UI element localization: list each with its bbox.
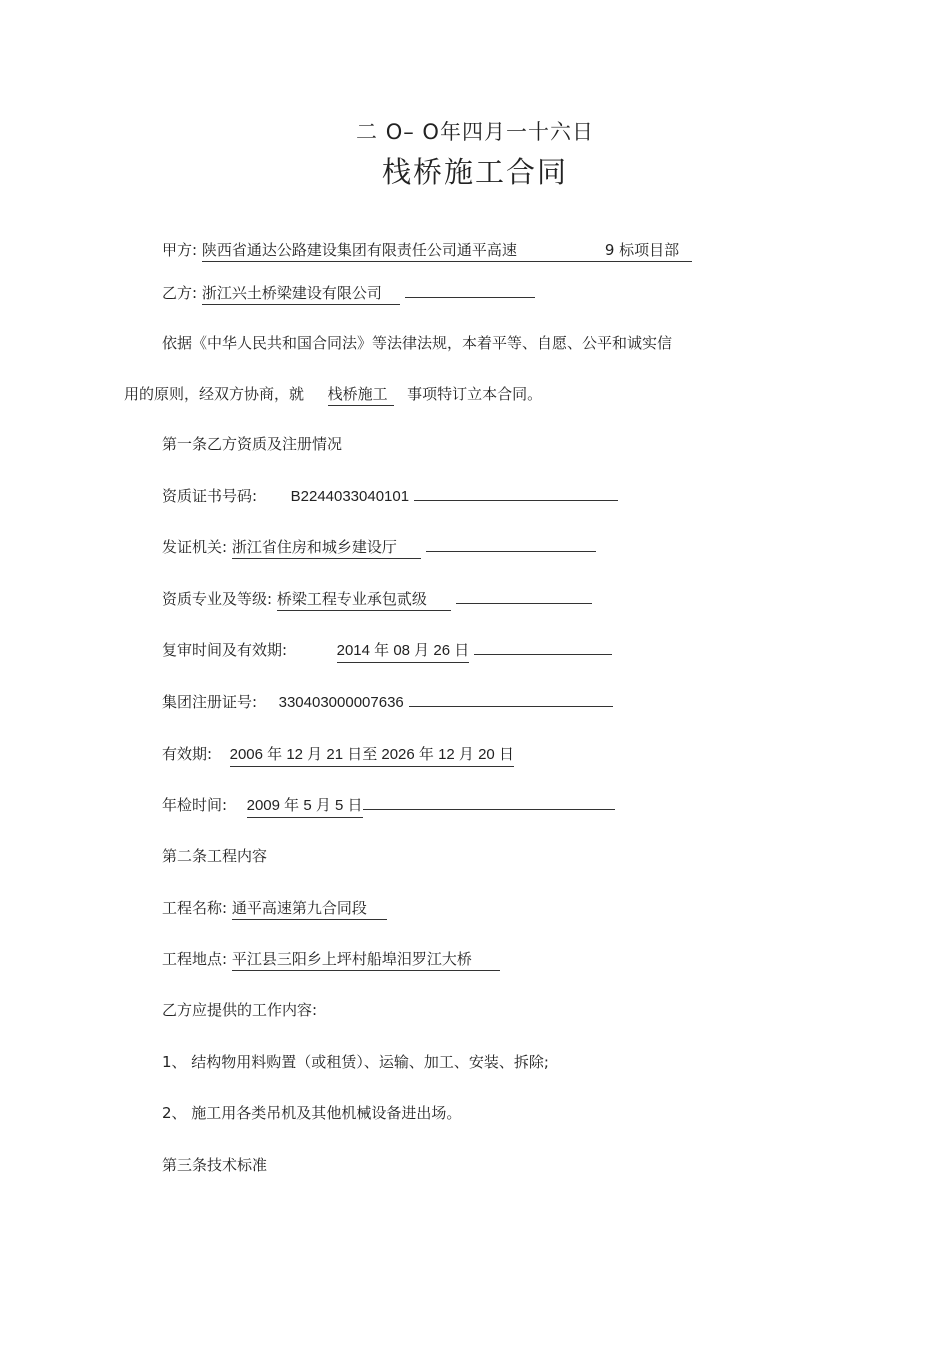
inspection-blank [363,795,615,810]
party-a-value: 陕西省通达公路建设集团有限责任公司通平高速 [201,241,517,259]
party-a-field [202,240,692,262]
scope-heading: 乙方应提供的工作内容: [162,1001,318,1019]
article-3-heading: 第三条技术标准 [162,1156,268,1174]
article-1-heading: 第一条乙方资质及注册情况 [162,435,343,453]
reg-no-blank [409,692,613,707]
party-b-label: 乙方: [162,284,198,302]
contract-date: 二 O– O年四月一十六日 [356,120,594,144]
inspection-value: 2009 年 5 月 5 日 [247,796,363,818]
grade-value: 桥梁工程专业承包贰级 [277,589,451,611]
cert-no-label: 资质证书号码: [162,487,258,505]
validity-value: 2006 年 12 月 21 日至 2026 年 12 月 20 日 [230,745,514,767]
party-a-line [162,240,692,262]
project-site-value: 平江县三阳乡上坪村船埠汨罗江大桥 [232,949,500,971]
validity-line [162,744,514,767]
issuer-value: 浙江省住房和城乡建设厅 [232,537,421,559]
project-site-label: 工程地点: [162,950,228,968]
inspection-label: 年检时间: [162,796,228,814]
contract-title: 栈桥施工合同 [381,155,568,189]
project-name-value: 通平高速第九合同段 [232,898,387,920]
inspection-line [162,795,615,818]
preamble-suffix: 事项特订立本合同。 [407,385,543,403]
project-name-line [162,898,387,920]
cert-no-blank [414,486,618,501]
review-line [162,640,612,663]
issuer-line [162,537,596,559]
scope-item-2: 2、 施工用各类吊机及其他机械设备进出场。 [162,1104,462,1122]
review-label: 复审时间及有效期: [162,641,288,659]
party-b-line [162,283,535,305]
party-a-suffix: 9 标项目部 [604,241,680,259]
preamble-line-1: 依据《中华人民共和国合同法》等法律法规，本着平等、自愿、公平和诚实信 [162,334,673,352]
project-site-line [162,949,500,971]
party-a-label: 甲方: [162,241,198,259]
review-blank [474,640,612,655]
article-2-heading: 第二条工程内容 [162,847,268,865]
reg-no-label: 集团注册证号: [162,693,258,711]
issuer-label: 发证机关: [162,538,228,556]
cert-no-value: B2244033040101 [290,488,410,505]
project-name-label: 工程名称: [162,899,228,917]
scope-item-1: 1、 结构物用料购置（或租赁）、运输、加工、安装、拆除; [162,1053,549,1071]
issuer-blank [426,537,596,552]
grade-blank [456,589,592,604]
grade-label: 资质专业及等级: [162,590,273,608]
preamble-line-2 [124,384,542,406]
preamble-prefix: 用的原则，经双方协商，就 [124,385,305,403]
preamble-subject: 栈桥施工 [328,384,394,406]
validity-label: 有效期: [162,745,213,763]
cert-no-line [162,486,618,507]
party-b-value: 浙江兴土桥梁建设有限公司 [202,283,400,305]
reg-no-value: 330403000007636 [278,694,404,711]
reg-no-line [162,692,613,713]
grade-line [162,589,592,611]
review-value: 2014 年 08 月 26 日 [337,641,470,663]
party-b-blank [405,283,535,298]
